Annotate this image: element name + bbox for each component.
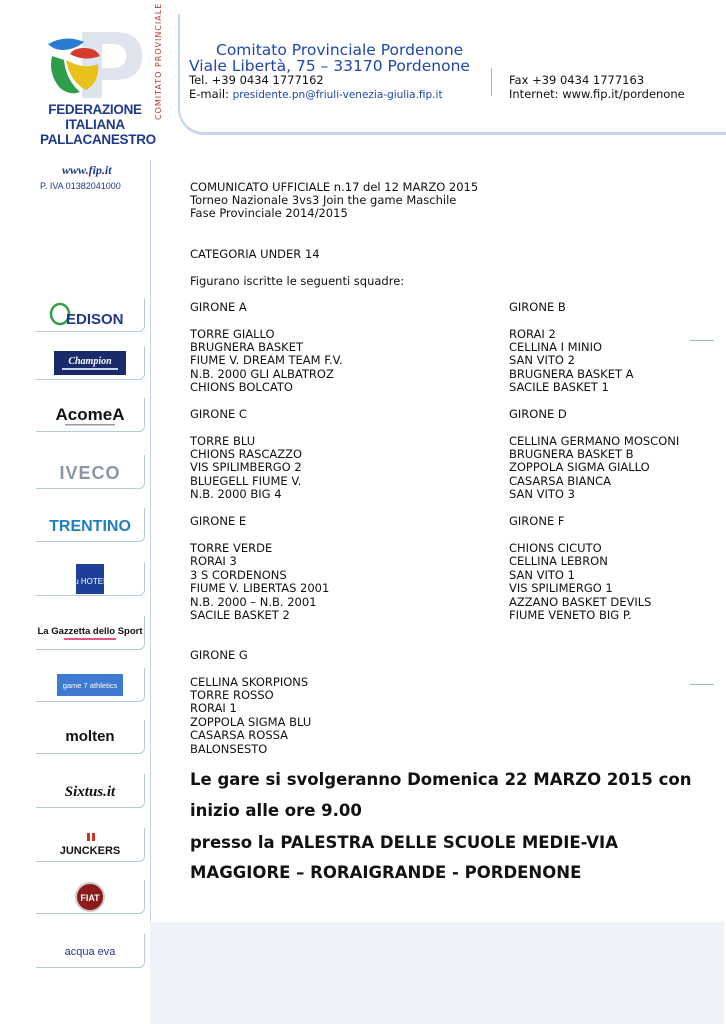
team-name: N.B. 2000 GLI ALBATROZ xyxy=(190,367,334,381)
group-title: GIRONE C xyxy=(190,407,247,421)
sponsor-label: Blu HOTELS xyxy=(67,576,113,586)
team-name: SAN VITO 1 xyxy=(509,568,575,582)
team-name: BRUGNERA BASKET A xyxy=(509,367,634,381)
committee-address: Viale Libertà, 75 – 33170 Pordenone xyxy=(189,57,470,75)
team-name: FIUME VENETO BIG P. xyxy=(509,608,632,622)
sponsor-fiat xyxy=(36,880,145,914)
announcement-line: Le gare si svolgeranno Domenica 22 MARZO 2015 con xyxy=(190,770,692,789)
sponsor-sixtus xyxy=(36,774,145,808)
comitato-vertical-label: COMITATO PROVINCIALE xyxy=(154,2,163,120)
vat-number: P. IVA 01382041000 xyxy=(40,181,121,191)
team-name: BRUGNERA BASKET B xyxy=(509,447,634,461)
internet-link[interactable]: Internet: www.fip.it/pordenone xyxy=(509,87,685,101)
group-title: GIRONE D xyxy=(509,407,567,421)
group-title: GIRONE E xyxy=(190,514,247,528)
sponsor-junckers xyxy=(36,828,145,862)
team-name: CASARSA BIANCA xyxy=(509,474,611,488)
team-name: FIUME V. DREAM TEAM F.V. xyxy=(190,353,343,367)
sponsor-edison xyxy=(36,298,145,332)
committee-title: Comitato Provinciale Pordenone xyxy=(216,41,464,59)
tournament-name: Torneo Nazionale 3vs3 Join the game Maschile xyxy=(190,193,457,207)
sponsor-label: Sixtus.it xyxy=(64,783,116,800)
website-link[interactable]: www.fip.it xyxy=(62,163,112,177)
team-name: CHIONS RASCAZZO xyxy=(190,447,303,461)
footer-band xyxy=(150,922,724,1024)
announcement-line: MAGGIORE – RORAIGRANDE - PORDENONE xyxy=(190,863,582,882)
federation-name-line: ITALIANA xyxy=(65,117,125,132)
sponsor-label: JUNCKERS xyxy=(59,844,121,857)
margin-tick xyxy=(690,684,714,685)
team-name: RORAI 1 xyxy=(190,701,237,715)
team-name: 3 S CORDENONS xyxy=(190,568,287,582)
team-name: VIS SPILIMERGO 1 xyxy=(509,581,613,595)
sponsor-blu-hotels xyxy=(36,562,145,596)
sponsor-label: acqua eva xyxy=(64,945,116,958)
sponsor-acqua-eva xyxy=(36,934,145,968)
team-name: CHIONS CICUTO xyxy=(509,541,602,555)
email-label: E-mail: xyxy=(189,87,229,101)
sponsor-trentino xyxy=(36,508,145,542)
team-name: TORRE GIALLO xyxy=(190,327,275,341)
federation-name-line: PALLACANESTRO xyxy=(40,132,156,147)
sponsor-champion xyxy=(36,346,145,380)
team-name: BRUGNERA BASKET xyxy=(190,340,304,354)
sponsor-label: La Gazzetta dello Sport xyxy=(37,625,143,637)
sponsor-molten xyxy=(36,720,145,754)
header-separator xyxy=(491,68,492,96)
sponsor-acomea xyxy=(36,398,145,432)
announcement-line: inizio alle ore 9.00 xyxy=(190,801,362,820)
team-name: SACILE BASKET 2 xyxy=(190,608,290,622)
sponsor-label: AcomeA xyxy=(55,404,125,424)
sponsor-label: Champion xyxy=(68,355,112,367)
team-name: CASARSA ROSSA xyxy=(190,728,289,742)
group-title: GIRONE F xyxy=(509,514,565,528)
sponsor-column-divider xyxy=(150,160,151,1024)
tournament-phase: Fase Provinciale 2014/2015 xyxy=(190,206,348,220)
team-name: N.B. 2000 BIG 4 xyxy=(190,487,282,501)
federation-name-line: FEDERAZIONE xyxy=(48,102,142,117)
communique-number: COMUNICATO UFFICIALE n.17 del 12 MARZO 2015 xyxy=(190,180,479,194)
team-name: BLUEGELL FIUME V. xyxy=(190,474,302,488)
team-name: CELLINA I MINIO xyxy=(509,340,603,354)
team-name: N.B. 2000 – N.B. 2001 xyxy=(190,595,317,609)
fip-logo xyxy=(44,30,144,100)
team-name: RORAI 3 xyxy=(190,554,237,568)
team-name: SAN VITO 2 xyxy=(509,353,575,367)
team-name: VIS SPILIMBERGO 2 xyxy=(190,460,302,474)
team-name: AZZANO BASKET DEVILS xyxy=(509,595,652,609)
sponsor-gazzetta xyxy=(36,616,145,650)
sponsor-label: TRENTINO xyxy=(49,517,131,535)
sponsor-game7 xyxy=(36,668,145,702)
sponsor-label: molten xyxy=(65,727,115,745)
sponsor-label: game 7 athletics xyxy=(62,680,118,690)
sponsor-label: EDISON xyxy=(66,310,124,328)
team-name: TORRE VERDE xyxy=(190,541,273,555)
team-name: CELLINA SKORPIONS xyxy=(190,675,309,689)
team-name: FIUME V. LIBERTAS 2001 xyxy=(190,581,330,595)
sponsor-iveco xyxy=(36,455,145,489)
sponsor-label: IVECO xyxy=(59,462,121,483)
teams-intro: Figurano iscritte le seguenti squadre: xyxy=(190,274,405,288)
team-name: CELLINA GERMANO MOSCONI xyxy=(509,434,680,448)
team-name: SACILE BASKET 1 xyxy=(509,380,609,394)
federation-name xyxy=(40,102,156,147)
team-name: TORRE ROSSO xyxy=(190,688,274,702)
group-title: GIRONE G xyxy=(190,648,248,662)
sponsor-label: FIAT xyxy=(80,892,100,903)
team-name: CHIONS BOLCATO xyxy=(190,380,293,394)
team-name: BALONSESTO xyxy=(190,742,268,756)
fax-number: Fax +39 0434 1777163 xyxy=(509,73,645,87)
email-line xyxy=(189,87,443,101)
team-name: ZOPPOLA SIGMA BLU xyxy=(190,715,312,729)
group-title: GIRONE A xyxy=(190,300,247,314)
email-link[interactable]: presidente.pn@friuli-venezia-giulia.fip.it xyxy=(232,89,443,101)
team-name: ZOPPOLA SIGMA GIALLO xyxy=(509,460,650,474)
margin-tick xyxy=(690,340,714,341)
tel-number: Tel. +39 0434 1777162 xyxy=(189,73,324,87)
category-heading: CATEGORIA UNDER 14 xyxy=(190,247,320,261)
team-name: TORRE BLU xyxy=(190,434,256,448)
team-name: SAN VITO 3 xyxy=(509,487,575,501)
announcement-line: presso la PALESTRA DELLE SCUOLE MEDIE-VIA xyxy=(190,833,618,852)
team-name: CELLINA LEBRON xyxy=(509,554,608,568)
team-name: RORAI 2 xyxy=(509,327,556,341)
group-title: GIRONE B xyxy=(509,300,566,314)
